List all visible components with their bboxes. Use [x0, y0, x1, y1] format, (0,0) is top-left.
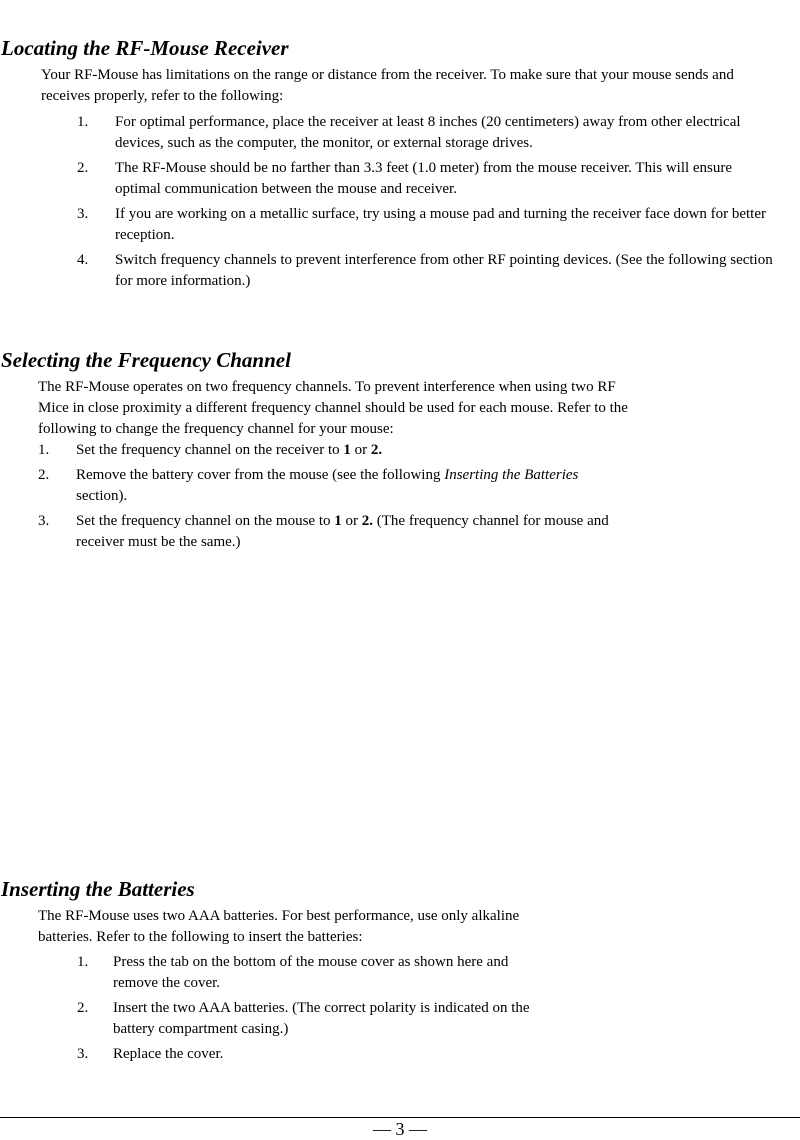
section-heading: Selecting the Frequency Channel [1, 348, 291, 372]
list-item-number: 3. [38, 513, 50, 529]
list-item-text: Remove the battery cover from the mouse (see the following Inserting the Batteries section). [76, 467, 579, 504]
list-item [77, 112, 777, 154]
list-item [77, 998, 547, 1040]
list-item-text: The RF-Mouse should be no farther than 3.3 feet (1.0 meter) from the mouse receiver. This will ensure optimal communication between the mouse and receiver. [115, 160, 733, 197]
list-item-number: 1. [77, 114, 89, 130]
section-intro: Your RF-Mouse has limitations on the range or distance from the receiver. To make sure that your mouse sends and receives properly, refer to the following: [41, 67, 734, 104]
section-intro: The RF-Mouse operates on two frequency channels. To prevent interference when using two RF Mice in close proximity a different frequency channel should be used for each mouse. Refer to the following to change the frequency channel for your mouse: [38, 379, 628, 437]
list-item [77, 952, 547, 994]
list-item-text: Set the frequency channel on the mouse to 1 or 2. (The frequency channel for mouse and receiver must be the same.) [76, 513, 609, 550]
list-item [38, 465, 618, 507]
list-item [77, 158, 777, 200]
channel-value: 1 [343, 442, 351, 458]
list-item-number: 1. [77, 954, 89, 970]
section-inserting-batteries [0, 876, 800, 1069]
list-item-text: Set the frequency channel on the receiver to 1 or 2. [76, 442, 383, 458]
section-locating-receiver [0, 35, 800, 296]
list-item-number: 3. [77, 206, 89, 222]
list-item-number: 4. [77, 252, 89, 268]
instruction-list [38, 440, 618, 553]
list-item-number: 2. [77, 1000, 89, 1016]
channel-value: 2. [370, 442, 383, 458]
list-item-text: Switch frequency channels to prevent interference from other RF pointing devices. (See the following section for more information.) [115, 252, 773, 289]
list-item-number: 2. [38, 467, 50, 483]
list-item-number: 1. [38, 442, 50, 458]
list-item-text: For optimal performance, place the receiver at least 8 inches (20 centimeters) away from other electrical devices, such as the computer, the monitor, or external storage drives. [115, 114, 741, 151]
list-item-text: Press the tab on the bottom of the mouse cover as shown here and remove the cover. [113, 954, 509, 991]
list-item-number: 2. [77, 160, 89, 176]
section-intro: The RF-Mouse uses two AAA batteries. For best performance, use only alkaline batteries. Refer to the following to insert the batteries: [38, 908, 520, 945]
channel-value: 1 [334, 513, 342, 529]
section-frequency-channel [0, 347, 800, 557]
instruction-list [77, 952, 547, 1065]
section-reference: Inserting the Batteries [444, 467, 579, 483]
list-item [38, 440, 618, 461]
page-number: — 3 — [373, 1119, 427, 1139]
section-heading: Locating the RF-Mouse Receiver [1, 36, 289, 60]
list-item [38, 511, 618, 553]
list-item-text: Insert the two AAA batteries. (The correct polarity is indicated on the battery compartment casing.) [113, 1000, 530, 1037]
channel-value: 2. [361, 513, 374, 529]
list-item [77, 1044, 547, 1065]
instruction-list [77, 112, 777, 292]
section-heading: Inserting the Batteries [1, 877, 195, 901]
list-item-text: If you are working on a metallic surface, try using a mouse pad and turning the receiver face down for better reception. [115, 206, 766, 243]
list-item [77, 204, 777, 246]
list-item-text: Replace the cover. [113, 1046, 224, 1062]
list-item [77, 250, 777, 292]
list-item-number: 3. [77, 1046, 89, 1062]
